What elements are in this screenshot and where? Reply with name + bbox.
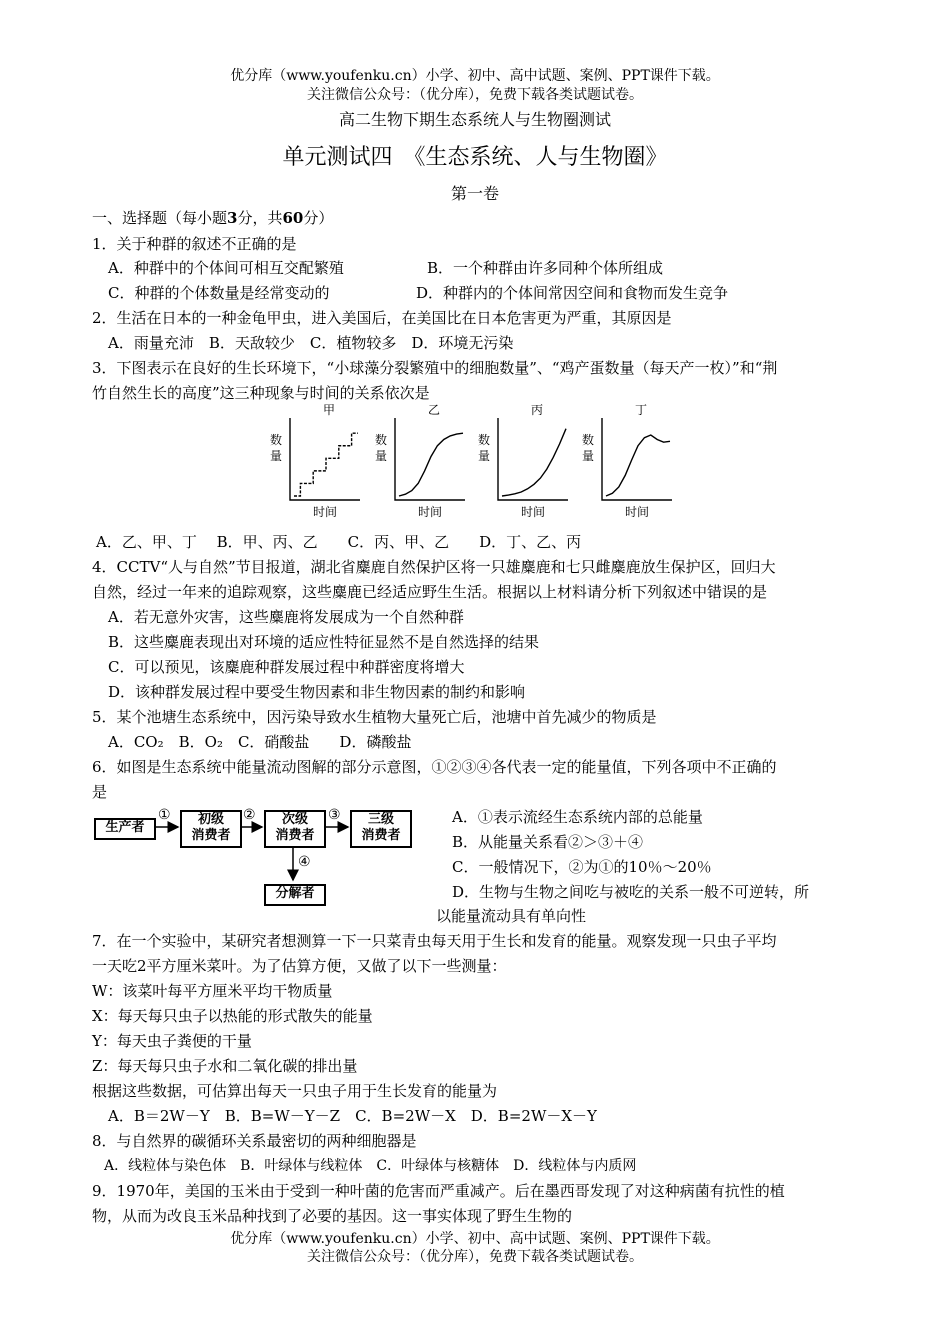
q2-stem: 2．生活在日本的一种金龟甲虫，进入美国后，在美国比在日本危害更为严重，其原因是 — [92, 309, 672, 327]
chart-series-line — [399, 433, 463, 496]
flow-label-4: ④ — [298, 854, 311, 870]
q7-item-y: Y：每天虫子粪便的干量 — [92, 1032, 252, 1050]
producer-box: 生产者 — [94, 818, 156, 840]
chart-ylabel: 数 — [581, 433, 595, 447]
q8-options: A．线粒体与染色体 B．叶绿体与线粒体 C．叶绿体与核糖体 D．线粒体与内质网 — [104, 1158, 637, 1174]
flow-label-2: ② — [243, 807, 256, 823]
q3-options: A．乙、甲、丁 B．甲、丙、乙 C．丙、甲、乙 D．丁、乙、丙 — [96, 533, 582, 551]
q1-option-d: D．种群内的个体间常因空间和食物而发生竞争 — [416, 284, 729, 302]
energy-flow-diagram — [92, 808, 422, 916]
q4-option-a: A．若无意外灾害，这些麋鹿将发展成为一个自然种群 — [108, 608, 464, 626]
section-heading: 一、选择题（每小题3分，共60分） — [92, 209, 334, 227]
q3-charts — [260, 402, 680, 524]
chart-ylabel: 量 — [269, 449, 283, 463]
chart-ylabel: 量 — [581, 449, 595, 463]
chart-panel-4 — [582, 403, 672, 519]
primary-consumer-box: 初级 消费者 — [180, 810, 242, 848]
chart-ylabel: 量 — [477, 449, 491, 463]
q4-option-b: B．这些麋鹿表现出对环境的适应性特征显然不是自然选择的结果 — [108, 633, 540, 651]
chart-title: 丙 — [530, 403, 544, 417]
footer-line-1: 优分库（www.youfenku.cn）小学、初中、高中试题、案例、PPT课件下载。 — [230, 1231, 720, 1247]
chart-ylabel: 数 — [477, 433, 491, 447]
chart-ylabel: 数 — [269, 433, 283, 447]
chart-title: 丁 — [634, 403, 648, 417]
q1-option-a: A．种群中的个体间可相互交配繁殖 — [108, 259, 344, 277]
q7-options: A．B＝2W－Y B．B=W－Y－Z C．B=2W－X D．B=2W－X－Y — [108, 1107, 597, 1125]
q3-stem-2: 竹自然生长的高度”这三种现象与时间的关系依次是 — [92, 384, 430, 402]
q1-stem: 1．关于种群的叙述不正确的是 — [92, 235, 297, 253]
q4-stem-1: 4．CCTV“人与自然”节目报道，湖北省麋鹿自然保护区将一只雄麋鹿和七只雌麋鹿放生保护区，回归大 — [92, 558, 776, 576]
q8-stem: 8．与自然界的碳循环关系最密切的两种细胞器是 — [92, 1132, 417, 1150]
decomposer-box: 分解者 — [264, 884, 326, 906]
q7-stem-1: 7．在一个实验中，某研究者想测算一下一只菜青虫每天用于生长和发育的能量。观察发现一只虫子平均 — [92, 932, 777, 950]
chart-title: 乙 — [427, 403, 441, 417]
flow-label-3: ③ — [328, 807, 341, 823]
chart-ylabel: 数 — [374, 433, 388, 447]
q6-option-b: B．从能量关系看②＞③＋④ — [452, 833, 644, 851]
q6-stem-1: 6．如图是生态系统中能量流动图解的部分示意图，①②③④各代表一定的能量值，下列各项中不正确的 — [92, 758, 777, 776]
q7-item-x: X：每天每只虫子以热能的形式散失的能量 — [92, 1007, 373, 1025]
q9-stem-2: 物，从而为改良玉米品种找到了必要的基因。这一事实体现了野生生物的 — [92, 1207, 573, 1225]
q7-ask: 根据这些数据，可估算出每天一只虫子用于生长发育的能量为 — [92, 1082, 498, 1100]
q6-option-c: C．一般情况下，②为①的10％～20％ — [452, 858, 712, 876]
q6-option-d-2: 以能量流动具有单向性 — [436, 907, 587, 925]
q1-option-b: B．一个种群由许多同种个体所组成 — [427, 259, 664, 277]
q6-stem-2: 是 — [92, 783, 108, 801]
header-line-2: 关注微信公众号：（优分库），免费下载各类试题试卷。 — [307, 87, 643, 103]
flow-label-1: ① — [158, 807, 171, 823]
secondary-consumer-box: 次级 消费者 — [264, 810, 326, 848]
chart-ylabel: 量 — [374, 449, 388, 463]
chart-panel-2 — [375, 403, 465, 519]
q3-stem-1: 3．下图表示在良好的生长环境下，“小球藻分裂繁殖中的细胞数量”、“鸡产蛋数量（每天产一枚）”和“荆 — [92, 359, 778, 377]
q9-stem-1: 9．1970年，美国的玉米由于受到一种叶菌的危害而严重减产。后在墨西哥发现了对这种病菌有抗性的植 — [92, 1182, 785, 1200]
q4-option-c: C．可以预见，该麋鹿种群发展过程中种群密度将增大 — [108, 658, 465, 676]
volume-label: 第一卷 — [450, 184, 499, 203]
q6-option-d-1: D．生物与生物之间吃与被吃的关系一般不可逆转，所 — [452, 883, 810, 901]
q5-options: A．CO₂ B．O₂ C．硝酸盐 D．磷酸盐 — [108, 733, 412, 751]
chart-title: 甲 — [322, 403, 336, 417]
page-title: 单元测试四 《生态系统、人与生物圈》 — [282, 145, 668, 170]
chart-panel-1 — [270, 403, 360, 519]
q7-stem-2: 一天吃2平方厘米菜叶。为了估算方便，又做了以下一些测量： — [92, 957, 507, 975]
chart-xlabel: 时间 — [312, 505, 338, 519]
chart-xlabel: 时间 — [624, 505, 650, 519]
q6-option-a: A．①表示流经生态系统内部的总能量 — [452, 808, 703, 826]
q4-stem-2: 自然，经过一年来的追踪观察，这些麋鹿已经适应野生生活。根据以上材料请分析下列叙述中错误的是 — [92, 583, 768, 601]
chart-xlabel: 时间 — [520, 505, 546, 519]
tertiary-consumer-box: 三级 消费者 — [350, 810, 412, 848]
chart-series-line — [294, 433, 358, 496]
chart-xlabel: 时间 — [417, 505, 443, 519]
footer-line-2: 关注微信公众号：（优分库），免费下载各类试题试卷。 — [307, 1249, 643, 1265]
chart-axes — [602, 418, 672, 500]
header-line-1: 优分库（www.youfenku.cn）小学、初中、高中试题、案例、PPT课件下载。 — [230, 68, 720, 84]
q2-options: A．雨量充沛 B．天敌较少 C．植物较多 D．环境无污染 — [108, 334, 514, 352]
q7-item-z: Z：每天每只虫子水和二氧化碳的排出量 — [92, 1057, 358, 1075]
q7-item-w: W：该菜叶每平方厘米平均干物质量 — [92, 982, 333, 1000]
chart-series-line — [502, 429, 566, 496]
subtitle: 高二生物下期生态系统人与生物圈测试 — [338, 110, 611, 129]
q1-option-c: C．种群的个体数量是经常变动的 — [108, 284, 330, 302]
chart-series-line — [606, 435, 670, 496]
q5-stem: 5．某个池塘生态系统中，因污染导致水生植物大量死亡后，池塘中首先减少的物质是 — [92, 708, 657, 726]
chart-axes — [498, 418, 568, 500]
chart-panel-3 — [478, 403, 568, 519]
q4-option-d: D．该种群发展过程中要受生物因素和非生物因素的制约和影响 — [108, 683, 526, 701]
